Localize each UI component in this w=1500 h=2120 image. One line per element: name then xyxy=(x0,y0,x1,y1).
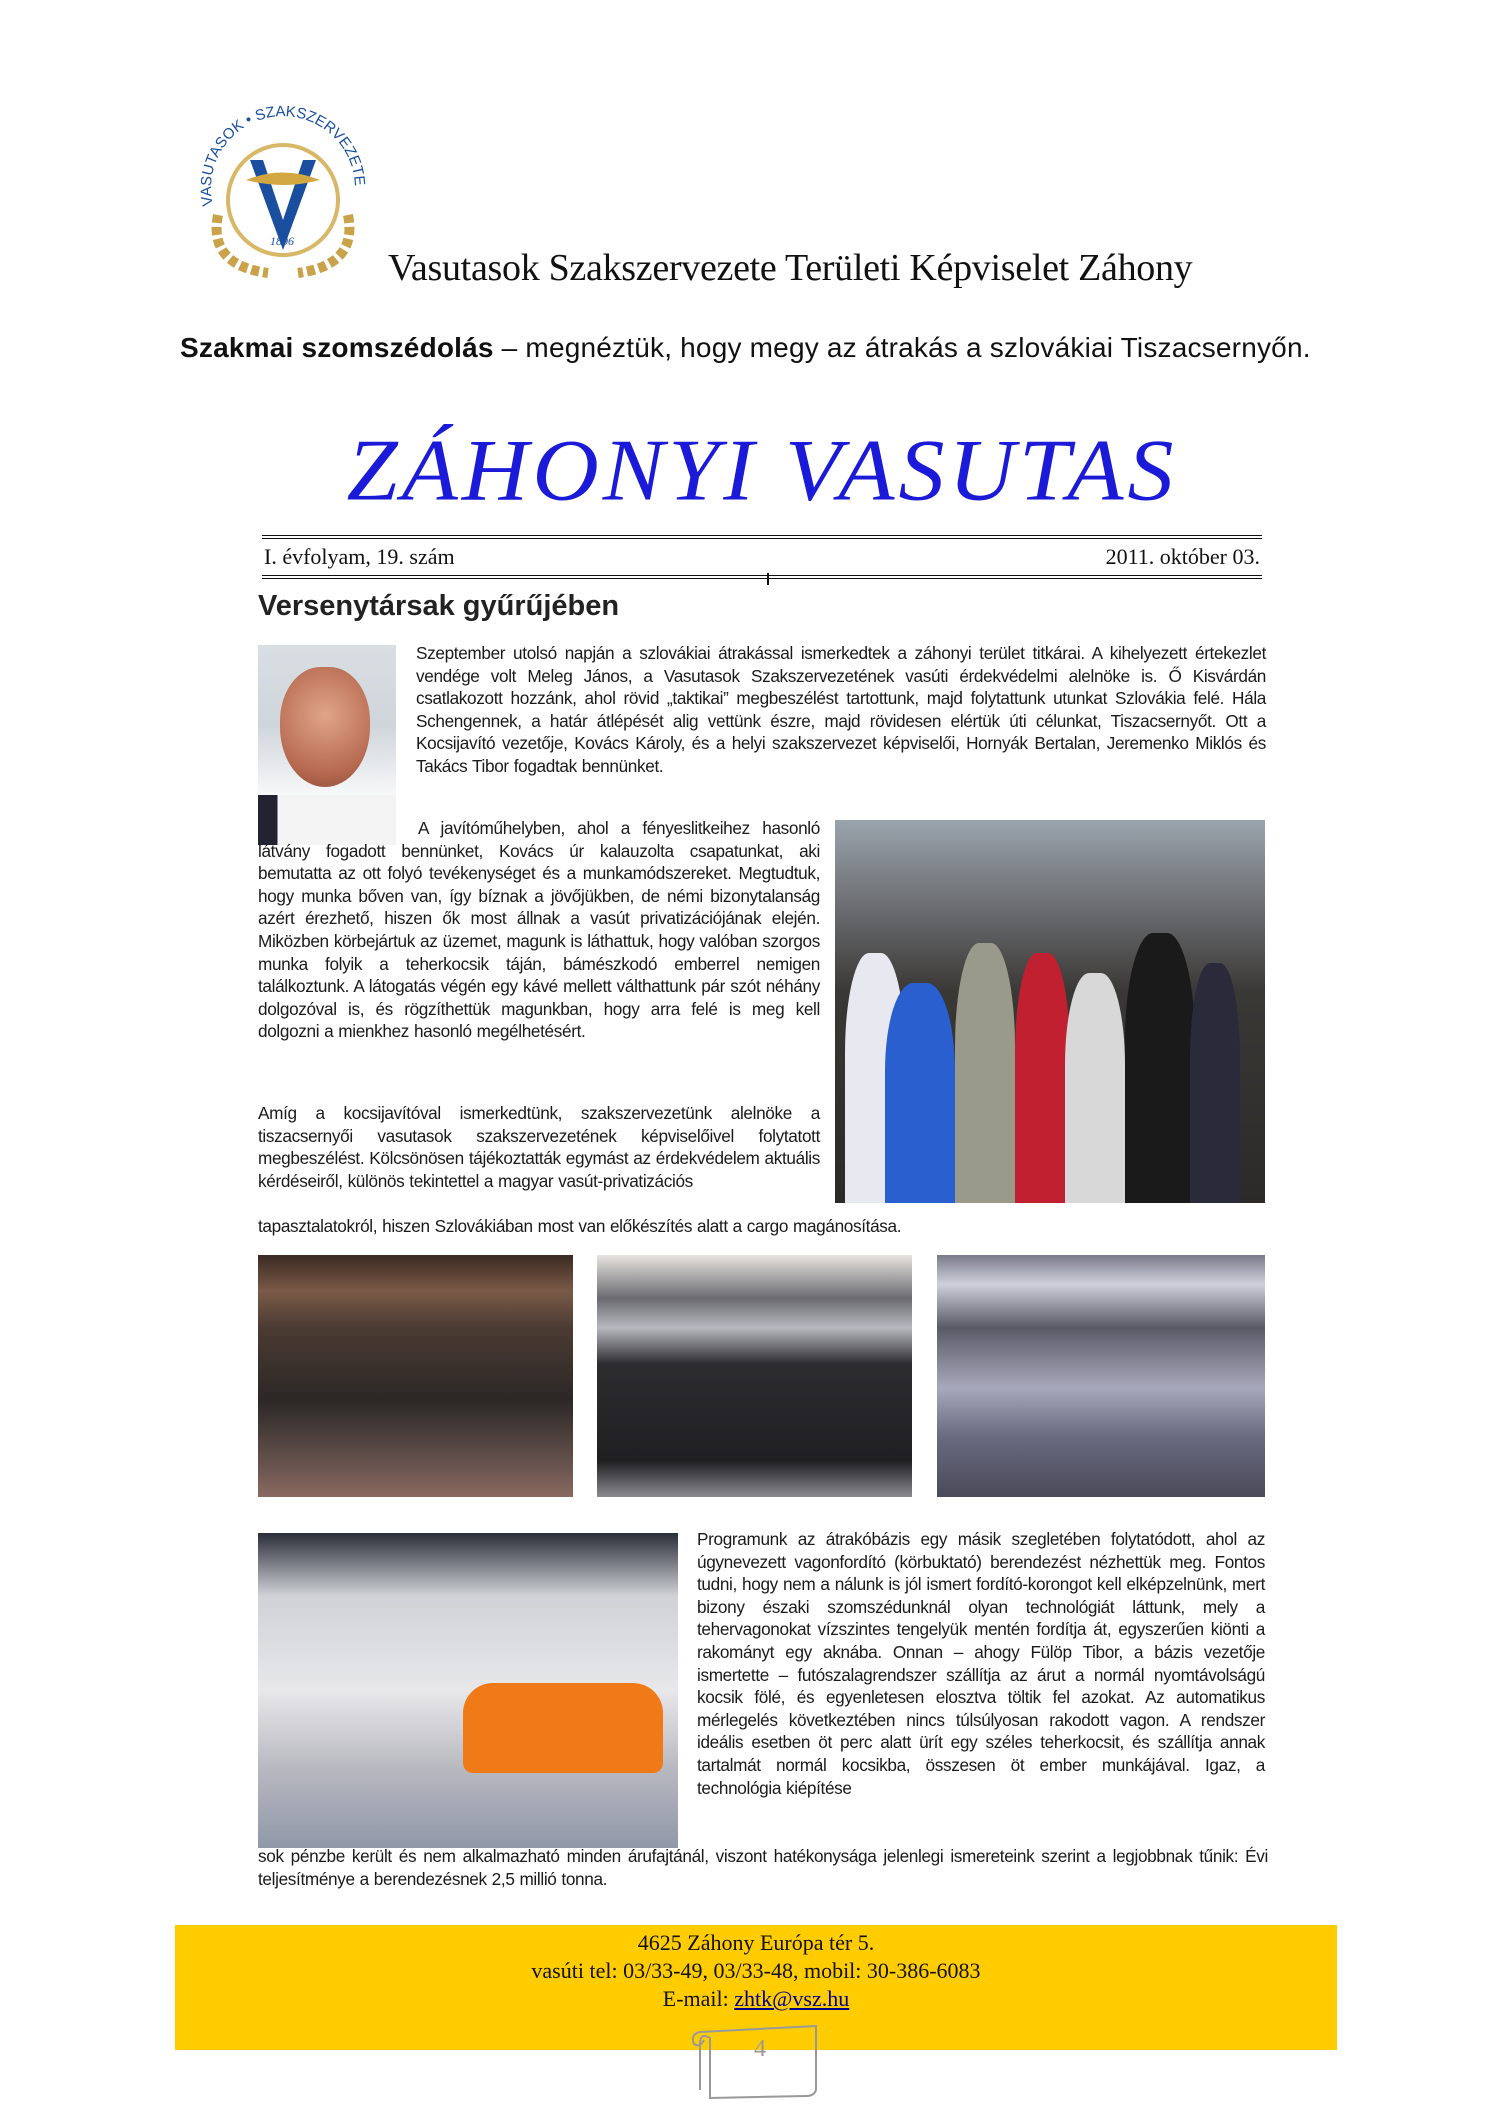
issue-bar xyxy=(262,535,1262,579)
group-visit-photo xyxy=(835,820,1265,1203)
svg-text:1896: 1896 xyxy=(270,234,294,248)
wagon-pit-photo xyxy=(258,1255,573,1497)
intro-text: – megnéztük, hogy megy az átrakás a szlovákiai Tiszacsernyőn. xyxy=(493,332,1311,363)
union-logo xyxy=(188,95,378,285)
article-title: Versenytársak gyűrűjében xyxy=(258,590,620,622)
article-paragraph: A javítóműhelyben, ahol a fényeslitkeihez hasonló látvány fogadott bennünket, Kovács úr kalauzolta csapatunkat, aki bemutatta az ott folyó tevékenységet és a munkamódszereket. Megtudtuk, hogy munka bőven van, így bíznak a jövőjükben, de némi bizonytalanság azért érezhető, hiszen ők most állnak a vasút privatizációjának elején. Miközben körbejártuk az üzemet, magunk is láthattuk, hogy valóban szorgos munka folyik a teherkocsik táján, bámészkodó emberrel nemigen találkoztunk. A látogatás végén egy kávé mellett válthattunk pár szót néhány dolgozóval is, és rögzíthettük magunkban, hogy arra felé is meg kell dolgozni a mienkhez hasonló megélhetésért. xyxy=(258,818,820,1042)
wagon-tippler-photo xyxy=(597,1255,912,1497)
article-paragraph: Programunk az átrakóbázis egy másik szegletében folytatódott, ahol az úgynevezett vagonfordító (körbuktató) berendezést nézhettük meg. Fontos tudni, hogy nem a nálunk is jól ismert fordító-korongot kell elképzelnünk, mert bizony északi szomszédunknál olyan technológiát láttunk, mely a tehervagonokat vízszintes tengelyük mentén fordítja át, egyszerűen kiönti a rakományt egy aknába. Onnan – ahogy Fülöp Tibor, a bázis vezetője ismertette – futószalagrendszer szállítja az árut a normál nyomtávolságú kocsik fölé, és egyenletesen elosztva töltik fel azokat. Az automatikus mérlegelés következtében nincs túlsúlyosan rakodott vagon. A rendszer ideális esetben öt perc alatt ürít egy széles teherkocsit, és szállítja annak tartalmát normál kocsikba, összesen öt ember munkájával. Igaz, a technológia kiépítése xyxy=(697,1529,1265,1798)
article-paragraph: Szeptember utolsó napján a szlovákiai átrakással ismerkedtek a záhonyi terület titkárai. A kihelyezett értekezlet vendége volt Meleg János, a Vasutasok Szakszervezetének vasúti érdekvédelmi alelnöke is. Ő Kisvárdán csatlakozott hozzánk, ahol rövid „taktikai” megbeszélést tartottunk, majd folytattunk utunkat Szlovákia felé. Hála Schengennek, a határ átlépését alig vettünk észre, majd rövidesen elértük úti célunkat, Tiszacsernyőt. Ott a Kocsijavító vezetője, Kovács Károly, és a helyi szakszervezet képviselői, Hornyák Bertalan, Jeremenko Miklós és Takács Tibor fogadtak bennünket. xyxy=(416,643,1266,776)
page-number: 4 xyxy=(754,2036,766,2062)
article-paragraph: sok pénzbe került és nem alkalmazható minden árufajtánál, viszont hatékonysága jelenlegi ismereteink szerint a legjobbnak tűnik: Évi teljesítménye a berendezésnek 2,5 millió tonna. xyxy=(258,1846,1268,1889)
control-room-photo xyxy=(258,1533,678,1848)
footer-address: 4625 Záhony Európa tér 5. xyxy=(637,1930,875,1955)
svg-text:VASUTASOK • SZAKSZERVEZETE: VASUTASOK • SZAKSZERVEZETE xyxy=(197,103,369,208)
footer-phones: vasúti tel: 03/33-49, 03/33-48, mobil: 30-386-6083 xyxy=(531,1958,981,1983)
intro-lead xyxy=(180,330,1332,366)
email-link[interactable]: zhtk@vsz.hu xyxy=(734,1986,850,2011)
intro-bold: Szakmai szomszédolás xyxy=(180,332,494,363)
portrait-photo xyxy=(258,645,396,845)
newsletter-masthead: ZÁHONYI VASUTAS xyxy=(346,421,1178,519)
footer-email-label: E-mail: xyxy=(662,1986,735,2011)
issue-number: I. évfolyam, 19. szám xyxy=(264,544,455,569)
column-divider xyxy=(767,573,769,585)
issue-date: 2011. október 03. xyxy=(1105,544,1260,569)
organization-title: Vasutasok Szakszervezete Területi Képviselet Záhony xyxy=(388,247,1193,289)
footer-email-line xyxy=(175,1985,1337,2013)
article-paragraph: Amíg a kocsijavítóval ismerkedtünk, szakszervezetünk alelnöke a tiszacsernyői vasutasok szakszervezetének képviselőivel folytatott megbeszélést. Kölcsönösen tájékoztatták egymást az érdekvédelem aktuális kérdéseiről, különös tekintettel a magyar vasút-privatizációs xyxy=(258,1103,820,1191)
steel-structure-photo xyxy=(937,1255,1265,1497)
article-paragraph: tapasztalatokról, hiszen Szlovákiában most van előkészítés alatt a cargo magánosítása. xyxy=(258,1216,902,1236)
